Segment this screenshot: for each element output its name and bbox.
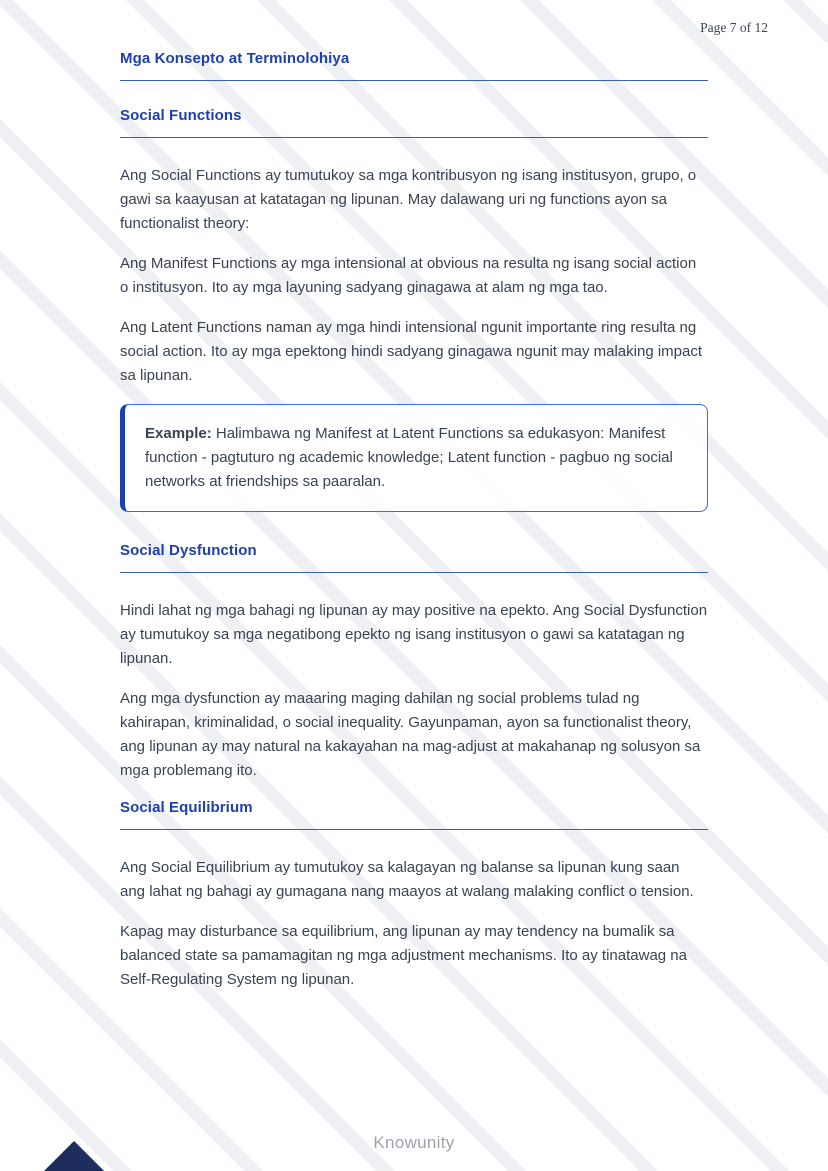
paragraph: Hindi lahat ng mga bahagi ng lipunan ay may positive na epekto. Ang Social Dysfunction ay tumutukoy sa mga negatibong epekto ng isang institusyon o gawi sa katatagan ng lipunan. xyxy=(120,602,708,667)
document-title-heading: Mga Konsepto at Terminolohiya xyxy=(120,50,708,81)
paragraph: Ang Social Equilibrium ay tumutukoy sa kalagayan ng balanse sa lipunan kung saan ang lahat ng bahagi ay gumagana nang maayos at walang malaking conflict o tension. xyxy=(120,859,694,900)
section-social-functions xyxy=(120,107,708,512)
paragraph: Ang mga dysfunction ay maaaring maging dahilan ng social problems tulad ng kahirapan, kriminalidad, o social inequality. Gayunpaman, ayon sa functionalist theory, ang lipunan ay may natural na kakayahan na mag-adjust at makahanap ng solusyon sa mga problemang ito. xyxy=(120,690,701,779)
section-heading-social-functions: Social Functions xyxy=(120,107,708,138)
brand-watermark: Knowunity xyxy=(373,1133,455,1152)
paragraph: Ang Latent Functions naman ay mga hindi intensional ngunit importante ring resulta ng social action. Ito ay mga epektong hindi sadyang ginagawa ngunit may malaking impact sa lipunan. xyxy=(120,319,703,384)
section-social-dysfunction xyxy=(120,542,708,783)
callout-body: Halimbawa ng Manifest at Latent Functions sa edukasyon: Manifest function - pagtuturo ng academic knowledge; Latent function - pagbuo ng social networks at friendships sa paaralan. xyxy=(145,425,673,490)
section-social-equilibrium xyxy=(120,799,708,992)
paragraph: Ang Manifest Functions ay mga intensional at obvious na resulta ng isang social action o institusyon. Ito ay mga layuning sadyang ginagawa at alam ng mga tao. xyxy=(120,255,697,296)
example-callout xyxy=(120,404,708,512)
document-footer xyxy=(0,1133,828,1153)
section-heading-social-equilibrium: Social Equilibrium xyxy=(120,799,708,830)
paragraph: Ang Social Functions ay tumutukoy sa mga kontribusyon ng isang institusyon, grupo, o gawi sa kaayusan at katatagan ng lipunan. May dalawang uri ng functions ayon sa functionalist theory: xyxy=(120,167,697,232)
callout-paragraph xyxy=(145,422,687,494)
page-number-indicator: Page 7 of 12 xyxy=(700,20,768,35)
callout-label: Example: xyxy=(145,425,212,442)
section-heading-social-dysfunction: Social Dysfunction xyxy=(120,542,708,573)
paragraph: Kapag may disturbance sa equilibrium, ang lipunan ay may tendency na bumalik sa balanced state sa pamamagitan ng mga adjustment mechanisms. Ito ay tinatawag na Self-Regulating System ng lipunan. xyxy=(120,923,687,988)
